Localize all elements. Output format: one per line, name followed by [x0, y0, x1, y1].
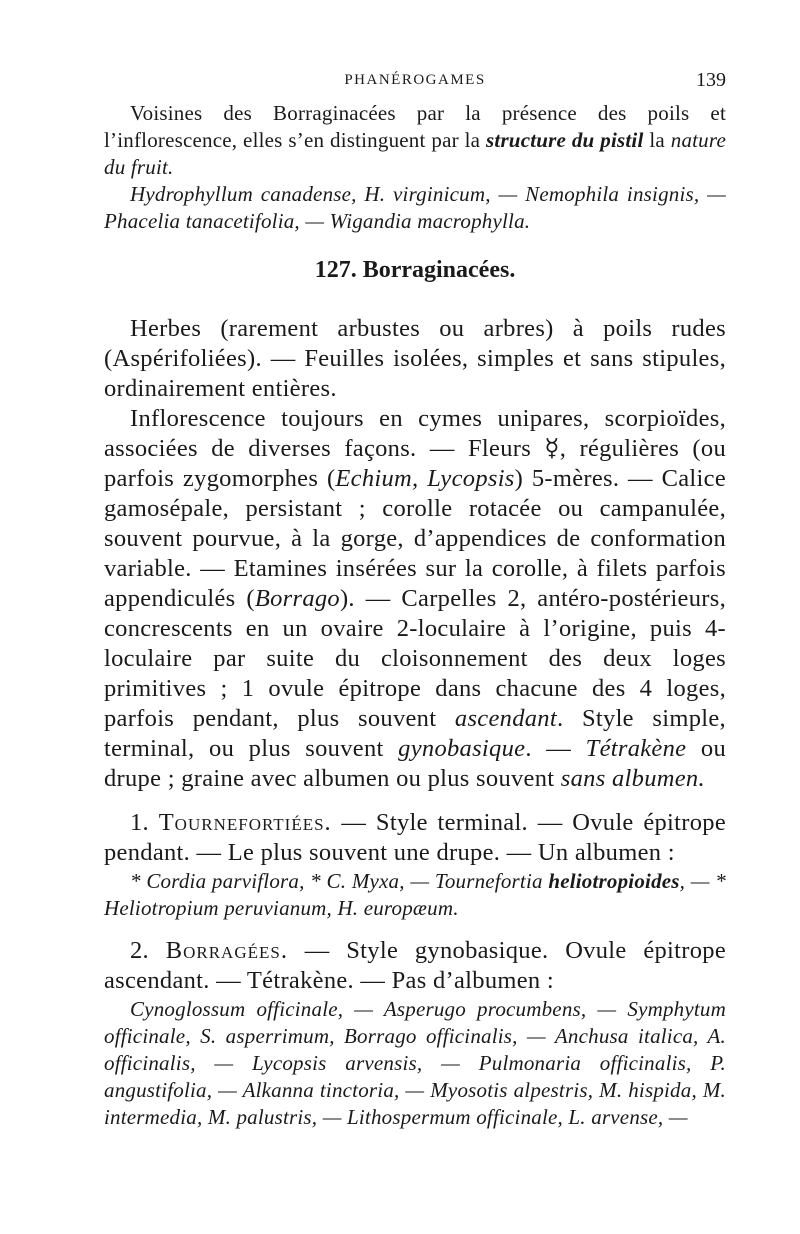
desc-term-ascendant: ascendant: [454, 705, 557, 732]
intro-paragraph: [104, 100, 726, 181]
tribe-1-text: — Style terminal. — Ovule épitrope pendant. — Le plus souvent une drupe. — Un albumen :: [104, 809, 726, 866]
page-header: [104, 69, 726, 100]
desc-term-tetrakene: Tétrakène: [585, 735, 687, 762]
tribe-1-name: Tournefortiées.: [158, 809, 332, 836]
desc-text: ) 5-mères. — Calice gamosépale, persistant ; corolle rotacée ou campanulée, souvent pourvue, à la gorge, d’appendices de conformation variable. — Etamines insérées sur la corolle, à filets parfois appendiculés (: [104, 465, 726, 612]
tribe-1-examples: [104, 868, 726, 922]
tribe-2-paragraph: [104, 936, 726, 996]
tribe-1-paragraph: [104, 808, 726, 868]
tribe-1-examples-bold: heliotropioides: [548, 869, 680, 893]
description-paragraph-2: [104, 404, 726, 794]
section-title: [104, 257, 726, 284]
tribe-2-text: — Style gynobasique. Ovule épitrope ascendant. — Tétrakène. — Pas d’albumen :: [104, 937, 726, 994]
desc-text: . Style simple, terminal, ou plus souvent: [104, 705, 726, 762]
book-page: [104, 69, 727, 1131]
desc-genus-echium: Echium, Lycopsis: [335, 465, 515, 492]
tribe-1-examples-c: , — * Heliotropium peruvianum, H. europæum.: [104, 869, 726, 920]
page-number: 139: [696, 69, 726, 91]
desc-text: . —: [525, 735, 586, 762]
desc-text: Inflorescence toujours en cymes unipares, scorpioïdes, associées de diverses façons. — Fleurs ☿, régulières (ou parfois zygomorphes (: [104, 405, 726, 492]
tribe-2-number: 2.: [130, 937, 149, 964]
desc-text: ). — Carpelles 2, antéro-postérieurs, concrescents en un ovaire 2-loculaire à l’origine, puis 4-loculaire par suite du cloisonnement des deux loges primitives ; 1 ovule épitrope dans chacune des 4 loges, parfois pendant, plus souvent: [104, 585, 726, 732]
intro-examples: Hydrophyllum canadense, H. virginicum, — Nemophila insignis, — Phacelia tanacetifolia, — Wigandia macrophylla.: [104, 182, 726, 233]
description-paragraph-1: Herbes (rarement arbustes ou arbres) à poils rudes (Aspérifoliées). — Feuilles isolées, simples et sans stipules, ordinairement entières.: [104, 315, 726, 402]
section-number: 127.: [314, 257, 357, 283]
desc-text: ou drupe ; graine avec albumen ou plus souvent: [104, 735, 727, 792]
intro-text-join: la: [643, 128, 671, 152]
spacer: [104, 794, 726, 808]
running-head: PHANÉROGAMES: [344, 72, 486, 88]
tribe-2-name: Borragées.: [165, 937, 288, 964]
intro-emphasis-nature: nature du fruit.: [104, 128, 726, 179]
tribe-1-examples-a: * Cordia parviflora, * C. Myxa, — Tournefortia: [130, 869, 549, 893]
intro-emphasis-structure: structure du pistil: [486, 128, 644, 152]
desc-term-sans-albumen: sans albumen.: [560, 765, 705, 792]
intro-text: Voisines des Borraginacées par la présence des poils et l’inflorescence, elles s’en distinguent par la: [104, 101, 726, 152]
tribe-2-examples: Cynoglossum officinale, — Asperugo procumbens, — Symphytum officinale, S. asperrimum, Borrago officinalis, — Anchusa italica, A. officinalis, — Lycopsis arvensis, — Pulmonaria officinalis, P. angustifolia, — Alkanna tinctoria, — Myosotis alpestris, M. hispida, M. intermedia, M. palustris, — Lithospermum officinale, L. arvense, —: [104, 997, 726, 1129]
desc-term-gynobasique: gynobasique: [398, 735, 526, 762]
section-name: Borraginacées.: [362, 257, 516, 283]
tribe-1-number: 1.: [130, 809, 149, 836]
spacer: [104, 922, 726, 936]
desc-genus-borrago: Borrago: [254, 585, 340, 612]
